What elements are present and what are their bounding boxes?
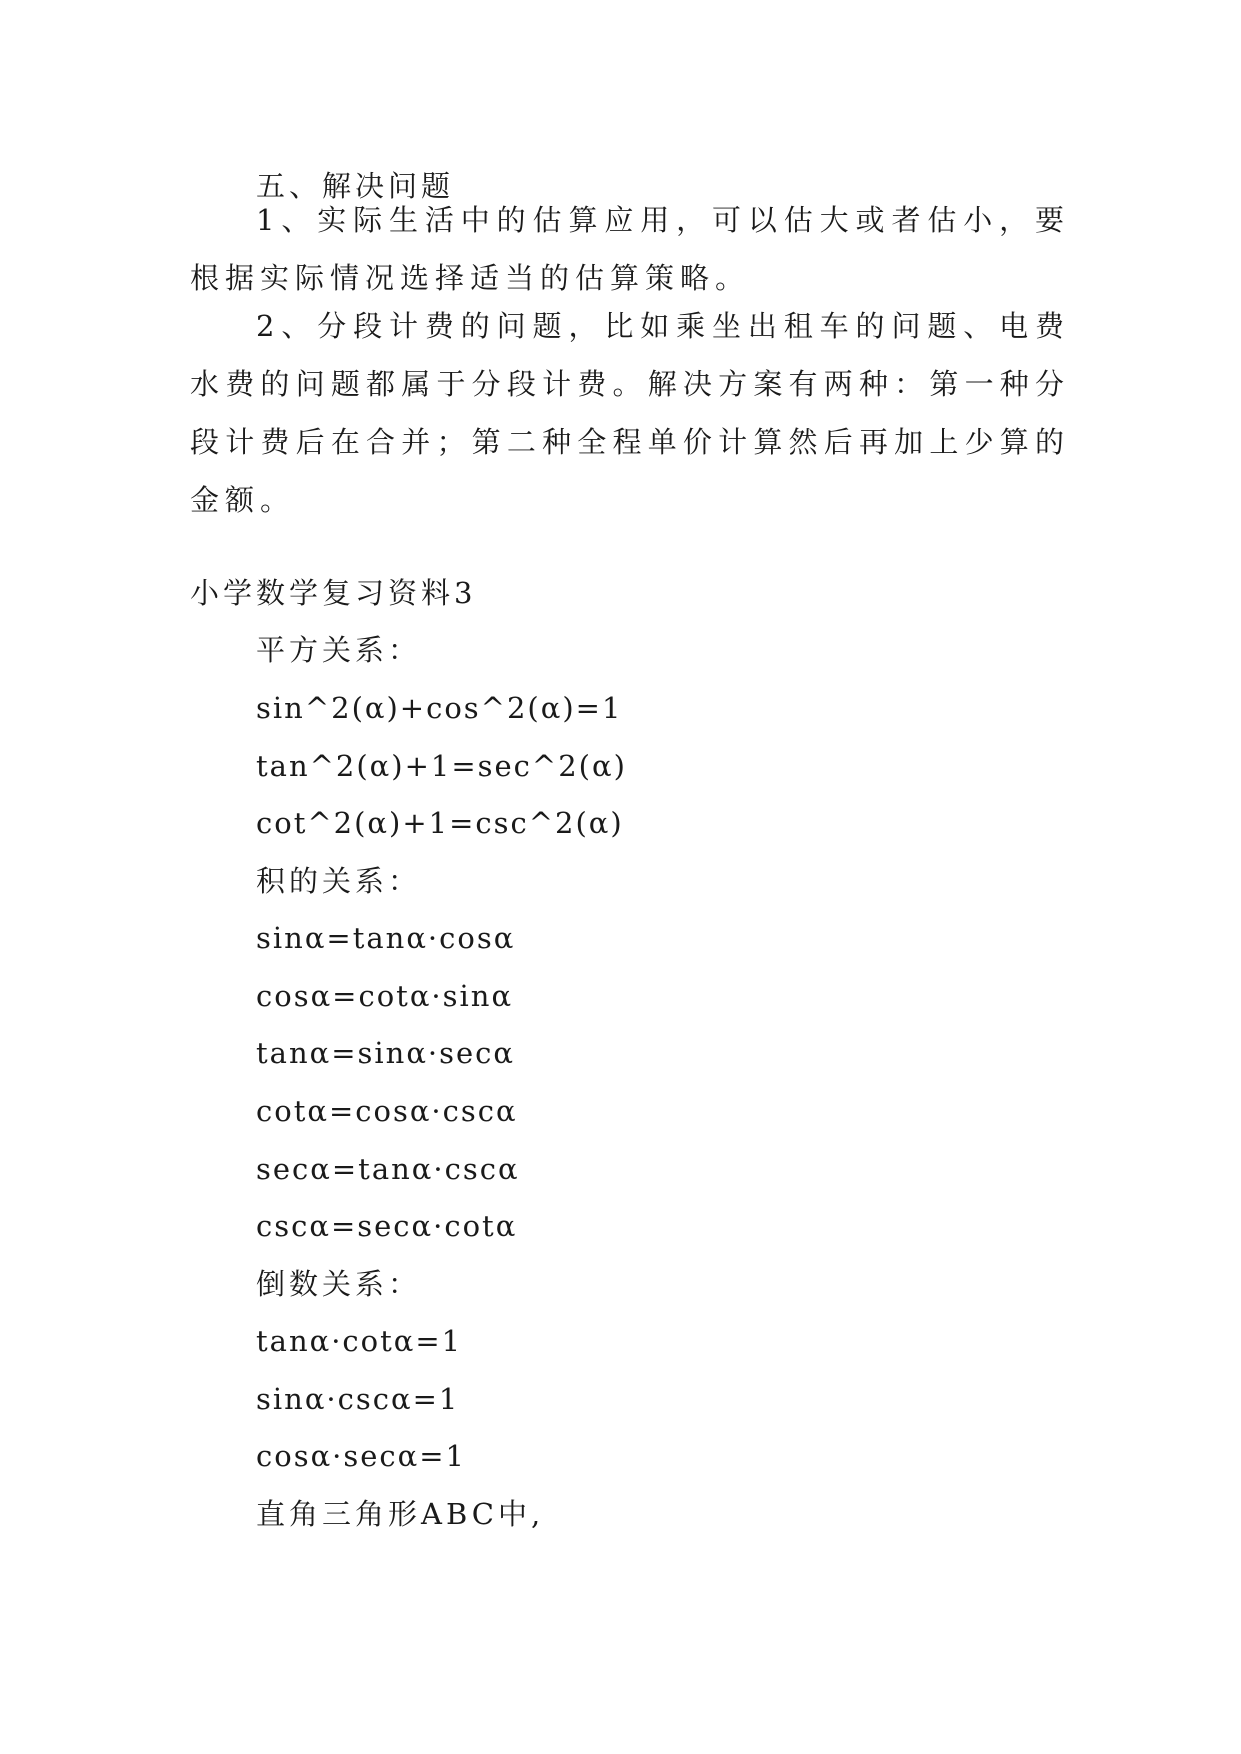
paragraph-estimation: 1、实际生活中的估算应用，可以估大或者估小，要根据实际情况选择适当的估算策略。: [190, 203, 1070, 295]
formula-line: sinα=tanα·cosα: [256, 921, 516, 955]
formula-line: cscα=secα·cotα: [256, 1209, 518, 1243]
formula-line: cosα=cotα·sinα: [256, 979, 514, 1013]
formula-line: tanα·cotα=1: [256, 1324, 463, 1358]
formula-line: cotα=cosα·cscα: [256, 1094, 518, 1128]
formula-line: sinα·cscα=1: [256, 1382, 460, 1416]
formula-line: tan^2(α)+1=sec^2(α): [256, 749, 627, 783]
right-triangle-intro: 直角三角形ABC中,: [256, 1497, 545, 1531]
reciprocal-relations-heading: 倒数关系：: [256, 1267, 422, 1301]
paragraph-segmented-billing: 2、分段计费的问题，比如乘坐出租车的问题、电费水费的问题都属于分段计费。解决方案有两种：第一种分段计费后在合并；第二种全程单价计算然后再加上少算的金额。: [190, 309, 1070, 517]
formula-line: secα=tanα·cscα: [256, 1152, 520, 1186]
square-relations-heading: 平方关系：: [256, 633, 422, 667]
section-heading: 五、解决问题: [256, 169, 455, 203]
formula-line: sin^2(α)+cos^2(α)=1: [256, 691, 623, 725]
material-title: 小学数学复习资料3: [190, 576, 477, 610]
product-relations-heading: 积的关系：: [256, 864, 422, 898]
formula-line: tanα=sinα·secα: [256, 1036, 516, 1070]
formula-line: cot^2(α)+1=csc^2(α): [256, 806, 624, 840]
formula-line: cosα·secα=1: [256, 1439, 467, 1473]
